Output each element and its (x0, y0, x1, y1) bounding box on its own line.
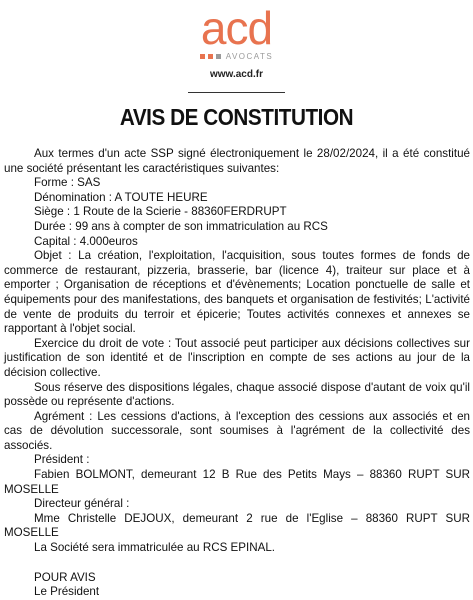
president-paragraph: Fabien BOLMONT, demeurant 12 B Rue des Petits Mays – 88360 RUPT SUR MOSELLE (4, 468, 470, 496)
objet-paragraph: Objet : La création, l'exploitation, l'acquisition, sous toutes formes de fonds de commerce de restaurant, pizzeria, brasserie, bar (licence 4), traiteur sur place et à emporter ; Organisation de réceptions et d'évènements; Location ponctuelle de salle et équipements pour des manifestations, des banquets et organisation de festivités; L'activité de vente de produits du terroir et épicerie; Toutes activités connexes et annexes se rapportant à l'objet social. (4, 249, 470, 336)
voix-paragraph: Sous réserve des dispositions légales, chaque associé dispose d'autant de voix qu'il possède ou représente d'actions. (4, 380, 470, 409)
website-link[interactable]: www.acd.fr (210, 69, 263, 80)
agrement-paragraph: Agrément : Les cessions d'actions, à l'exception des cessions aux associés et en cas de dévolution successorale, sont soumises à l'agrément de la collectivité des associés. (4, 409, 470, 452)
pour-avis: POUR AVIS (34, 570, 96, 584)
signature: Le Président (34, 585, 100, 599)
spacer (4, 556, 470, 571)
logo-subtitle: AVOCATS (225, 52, 274, 61)
duree-line: Durée : 99 ans à compter de son immatriculation au RCS (34, 219, 328, 233)
siege-line: Siège : 1 Route de la Scierie - 88360FERDRUPT (34, 205, 287, 219)
acd-logo (0, 2, 473, 61)
dg-label: Directeur général : (34, 497, 130, 511)
rcs-line: La Société sera immatriculée au RCS EPINAL. (34, 541, 275, 555)
dg-paragraph: Mme Christelle DEJOUX, demeurant 2 rue de l'Eglise – 88360 RUPT SUR MOSELLE (4, 511, 470, 540)
logo-square-icon (200, 54, 205, 59)
forme-line: Forme : SAS (34, 176, 101, 190)
notice-body (4, 147, 470, 600)
vote-paragraph: Exercice du droit de vote : Tout associé peut participer aux décisions collectives sur justification de son identité et de l'inscription en compte de ses actions au jour de la décision collective. (4, 336, 470, 379)
logo-wordmark: acd (200, 2, 273, 54)
logo-subtitle-row (0, 52, 473, 61)
notice-title: AVIS DE CONSTITUTION (119, 104, 354, 130)
capital-line: Capital : 4.000euros (34, 234, 138, 248)
denomination-line: Dénomination : A TOUTE HEURE (34, 190, 208, 204)
divider (188, 92, 285, 93)
logo-square-icon (208, 54, 213, 59)
logo-square-icon (216, 54, 221, 59)
president-label: Président : (34, 453, 90, 467)
intro-paragraph: Aux termes d'un acte SSP signé électroniquement le 28/02/2024, il a été constitué une société présentant les caractéristiques suivantes: (4, 147, 470, 175)
